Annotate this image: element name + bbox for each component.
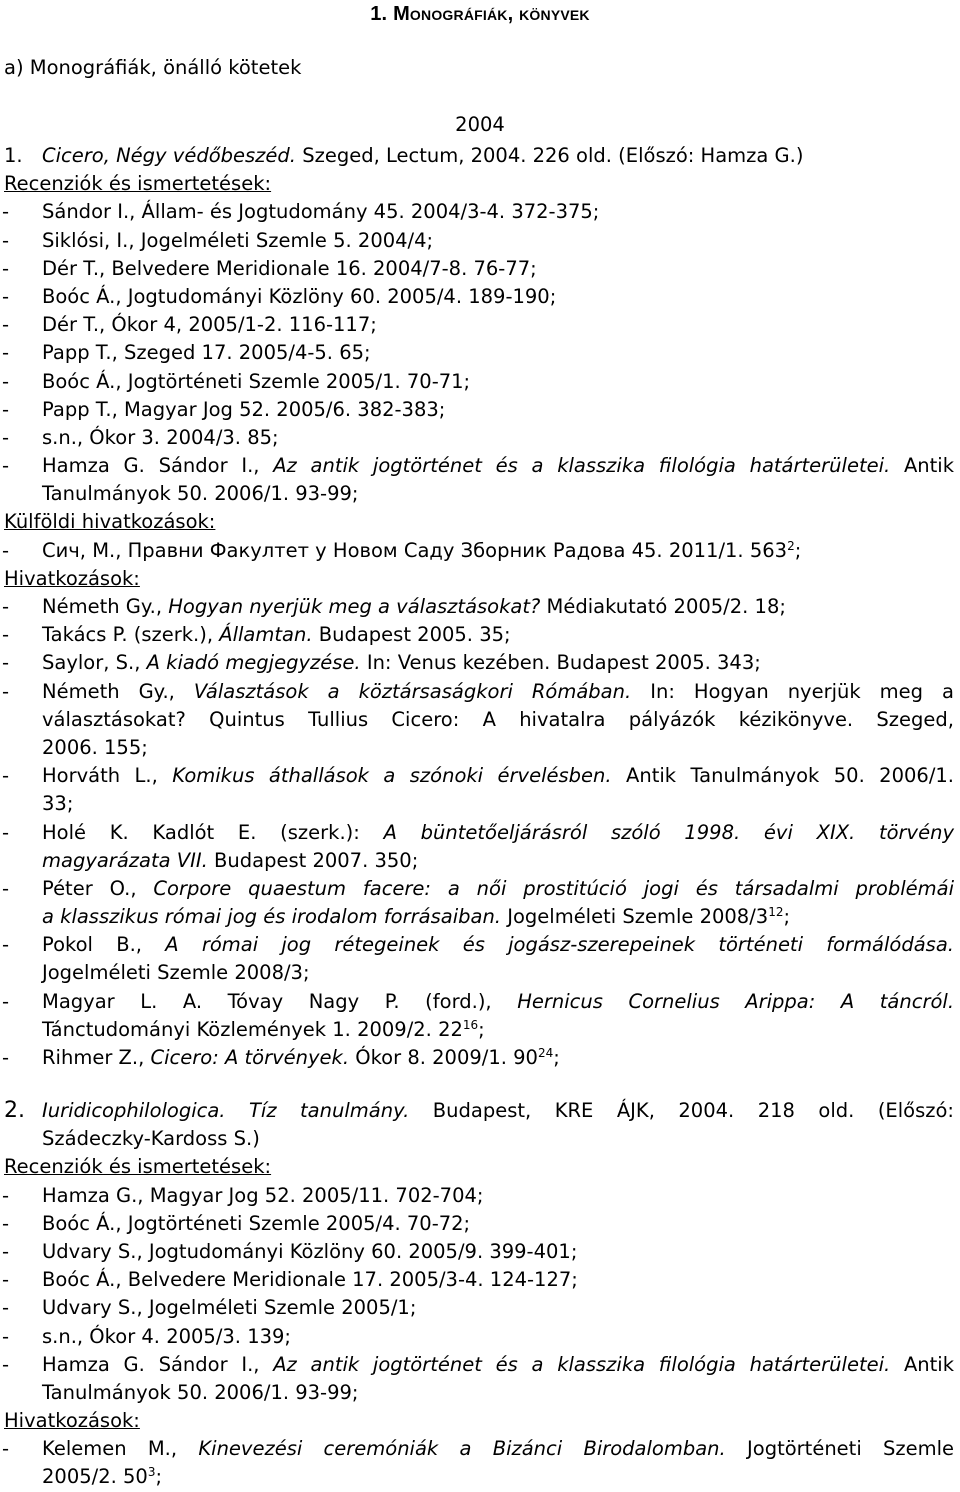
review-item [0,1182,960,1210]
dash: - [2,933,10,957]
review-text-continued: Tanulmányok 50. 2006/1. 93-99; [42,482,359,506]
dash: - [2,820,10,844]
review-item [0,396,960,424]
citation-title: Államtan. [219,623,313,647]
dash: - [2,538,10,562]
dash: - [2,256,10,280]
dash: - [2,595,10,618]
item-title-wrap [42,142,803,170]
citation-source: In: Venus kezében. Budapest 2005. 343; [366,651,761,675]
citation-text-continued: 33; [42,792,74,816]
citation-text [42,1044,560,1072]
citation-item [0,988,960,1016]
review-text: Dér T., Ókor 4, 2005/1-2. 116-117; [42,313,377,337]
review-text: s.n., Ókor 4. 2005/3. 139; [42,1324,291,1348]
citation-source: In: Hogyan nyerjük meg a [650,679,954,703]
dash: - [2,369,10,393]
item-number: 2. [4,1098,25,1123]
citation-item [0,593,960,621]
dash: - [2,1352,10,1376]
citation-title: Hernicus Cornelius Arippa: A táncról. [517,989,955,1013]
review-item [0,198,960,226]
review-item [0,1210,960,1238]
punctuation: ; [553,1046,560,1069]
citation-title: Corpore quaestum facere: a női prostitúció jogi és társadalmi problémái [153,876,955,900]
citation-item [0,678,960,706]
dash: - [2,200,10,224]
punctuation: ; [155,1465,163,1489]
citation-title: Hogyan nyerjük meg a választásokat? [168,595,541,618]
citation-item [0,649,960,677]
year-heading: 2004 [455,113,505,136]
citation-author: Rihmer Z., [42,1046,145,1069]
review-item [0,227,960,255]
review-item [0,1323,960,1351]
review-text: Boóc Á., Jogtörténeti Szemle 2005/4. 70-72; [42,1211,471,1235]
citation-text-continued [42,847,418,875]
review-text [42,452,954,480]
citations-label: Hivatkozások: [4,566,140,590]
dash: - [2,397,10,421]
review-text-continued: Tanulmányok 50. 2006/1. 93-99; [42,1380,359,1404]
review-text: Udvary S., Jogelméleti Szemle 2005/1; [42,1296,417,1320]
review-item [0,255,960,283]
review-item [0,339,960,367]
citation-item [0,762,960,790]
citation-author: Péter O., [42,876,137,900]
dash: - [2,284,10,308]
footnote-marker: 2 [787,538,795,553]
review-author: Hamza G. Sándor I., [42,1352,260,1376]
dash: - [2,1183,10,1207]
citation-title: a klasszikus római jog és irodalom forrásaiban. [42,905,502,929]
citation-text-continued: 2006. 155; [42,735,148,759]
foreign-citations-label: Külföldi hivatkozások: [4,510,216,534]
citation-text [42,819,954,847]
punctuation: ; [794,538,802,562]
citation-author: Kelemen M., [42,1437,178,1461]
dash: - [2,454,10,478]
citations-label: Hivatkozások: [4,1409,140,1433]
citation-source: Budapest 2007. 350; [214,848,419,872]
citation-item [0,1044,960,1072]
citation-text [42,621,511,649]
item-title: Cicero, Négy védőbeszéd. [42,144,296,167]
citation-title: Kinevezési ceremóniák a Bizánci Birodalomban. [198,1437,726,1461]
reviews-label: Recenziók és ismertetések: [4,1155,272,1179]
citation-item [0,1435,960,1463]
review-item [0,1294,960,1322]
review-text: Hamza G., Magyar Jog 52. 2005/11. 702-704; [42,1183,484,1207]
citation-item [0,875,960,903]
citation-title: Komikus áthallások a szónoki érvelésben. [172,764,612,788]
citation-item [0,537,960,565]
citation-text-continued: választásokat? Quintus Tullius Cicero: A hivatalra pályázók kézikönyve. Szeged, [42,707,954,731]
citation-title: Választások a köztársaságkori Rómában. [193,679,632,703]
dash: - [2,1268,10,1292]
dash: - [2,679,10,703]
citation-author: Németh Gy., [42,679,175,703]
dash: - [2,1437,10,1461]
dash: - [2,1046,10,1069]
review-text: Udvary S., Jogtudományi Közlöny 60. 2005/9. 399-401; [42,1239,578,1263]
punctuation: ; [783,905,791,929]
citation-author: Magyar L. A. Tóvay Nagy P. (ford.), [42,989,492,1013]
citation-source: 2005/2. 50 [42,1465,148,1489]
citation-text-continued: Jogelméleti Szemle 2008/3; [42,961,310,985]
review-item [0,283,960,311]
dash: - [2,876,10,900]
review-text: Boóc Á., Belvedere Meridionale 17. 2005/3-4. 124-127; [42,1268,578,1292]
dash: - [2,651,10,675]
citation-source: Jogelméleti Szemle 2008/3 [507,905,769,929]
review-title: Az antik jogtörténet és a klasszika filológia határterületei. [273,454,891,478]
citation-title: magyarázata VII. [42,848,208,872]
citation-text [42,537,801,565]
item-details: Szeged, Lectum, 2004. 226 old. (Előszó: Hamza G.) [302,144,804,167]
item-1-title-line [0,142,960,170]
citation-title: Cicero: A törvények. [150,1046,350,1069]
citation-author: Németh Gy., [42,595,163,618]
citation-text [42,931,954,959]
review-text: Boóc Á., Jogtudományi Közlöny 60. 2005/4. 189-190; [42,284,557,308]
citation-item [0,819,960,847]
review-item [0,452,960,480]
review-text: Siklósi, I., Jogelméleti Szemle 5. 2004/4; [42,228,434,252]
dash: - [2,1324,10,1348]
review-text: Sándor I., Állam- és Jogtudomány 45. 2004/3-4. 372-375; [42,200,600,224]
dash: - [2,1239,10,1263]
review-item [0,1351,960,1379]
review-text: s.n., Ókor 3. 2004/3. 85; [42,425,279,449]
item-1-block [0,142,960,1072]
footnote-marker: 16 [462,1017,479,1032]
item-2-block [0,1097,960,1492]
review-text: Papp T., Magyar Jog 52. 2005/6. 382-383; [42,397,446,421]
review-item [0,1238,960,1266]
citation-title: A római jog rétegeinek és jogász-szerepeinek történeti formálódása. [165,933,954,957]
review-text: Dér T., Belvedere Meridionale 16. 2004/7-8. 76-77; [42,256,537,280]
citation-text [42,593,786,621]
item-details: Budapest, KRE ÁJK, 2004. 218 old. (Előszó: [432,1099,954,1122]
review-item [0,424,960,452]
review-item [0,1266,960,1294]
citation-author: Сич, М., [42,538,122,562]
citation-text [42,988,954,1016]
review-item [0,368,960,396]
citation-text [42,1435,954,1463]
dash: - [2,1211,10,1235]
citation-item [0,621,960,649]
dash: - [2,228,10,252]
citation-source: Budapest 2005. 35; [318,623,511,647]
citation-source: Правни Факултет у Новом Саду Зборник Радова 45. 2011/1. 563 [127,538,788,562]
item-title: Iuridicophilologica. Tíz tanulmány. [42,1099,410,1122]
citation-author: Pokol B., [42,933,142,957]
citation-text-continued [42,903,790,931]
dash: - [2,623,10,647]
dash: - [2,341,10,365]
citation-text [42,762,954,790]
reviews-label: Recenziók és ismertetések: [4,172,272,196]
citation-source: Tánctudományi Közlemények 1. 2009/2. 22 [42,1017,463,1041]
review-source: Antik [903,1352,955,1376]
item-details-continued: Szádeczky-Kardoss S.) [42,1127,260,1151]
footnote-marker: 12 [768,905,784,920]
item-2-title-line [0,1097,960,1125]
dash: - [2,764,10,788]
review-text: Papp T., Szeged 17. 2005/4-5. 65; [42,341,371,365]
citation-author: Horváth L., [42,764,158,788]
citation-item [0,931,960,959]
review-text: Boóc Á., Jogtörténeti Szemle 2005/1. 70-71; [42,369,471,393]
citation-source: Médiakutató 2005/2. 18; [546,595,786,618]
citation-title: A kiadó megjegyzése. [146,651,361,675]
citation-title: A büntetőeljárásról szóló 1998. évi XIX. törvény [383,820,954,844]
citation-author: Takács P. (szerk.), [42,623,214,647]
citation-text [42,875,954,903]
footnote-marker: 24 [537,1046,554,1060]
dash: - [2,425,10,449]
review-author: Hamza G. Sándor I., [42,454,260,478]
punctuation: ; [478,1017,485,1041]
citation-source: Jogtörténeti Szemle [747,1437,955,1461]
citation-text-continued [42,1016,485,1044]
review-title: Az antik jogtörténet és a klasszika filológia határterületei. [273,1352,891,1376]
subsection-heading: a) Monográfiák, önálló kötetek [4,56,302,79]
citation-source: Ókor 8. 2009/1. 90 [355,1046,538,1069]
citation-author: Holé K. Kadlót E. (szerk.): [42,820,360,844]
citation-text [42,649,761,677]
item-title-wrap [42,1097,954,1125]
dash: - [2,313,10,337]
review-source: Antik [903,454,955,478]
dash: - [2,1296,10,1320]
citation-text [42,678,954,706]
citation-text-continued [42,1463,162,1491]
dash: - [2,989,10,1013]
review-text [42,1351,954,1379]
footnote-marker: 3 [147,1465,156,1480]
citation-source: Antik Tanulmányok 50. 2006/1. [626,764,954,788]
section-heading: 1. Monográfiák, könyvek [370,3,590,25]
item-number: 1. [4,144,23,167]
citation-author: Saylor, S., [42,651,141,675]
review-item [0,311,960,339]
